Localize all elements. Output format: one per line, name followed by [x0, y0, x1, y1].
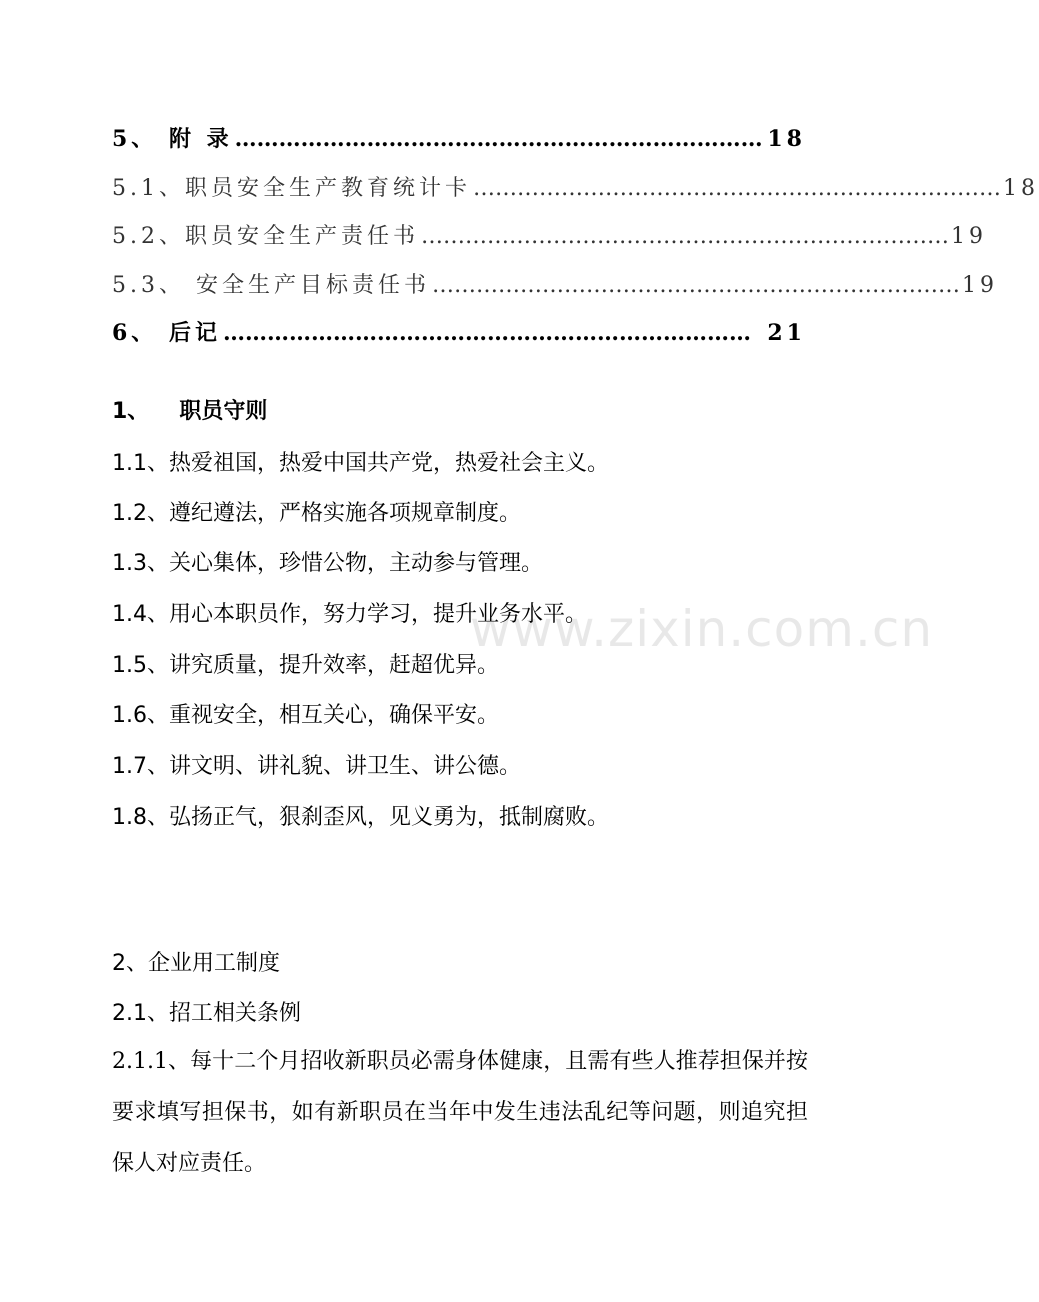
body-paragraph: 2.1.1、每十二个月招收新职员必需身体健康，且需有些人推荐担保并按要求填写担保书，如有新职员在当年中发生违法乱纪等问题，则追究担保人对应责任。 — [112, 1049, 808, 1176]
rule-item: 1.1、热爱祖国，热爱中国共产党，热爱社会主义。 — [112, 451, 609, 476]
toc-page-number: 18 — [767, 126, 806, 152]
rule-item: 1.5、讲究质量，提升效率，赶超优异。 — [112, 653, 499, 678]
toc-page-number: 18 — [1003, 176, 1039, 201]
toc-page-number: 19 — [951, 224, 987, 249]
watermark: www.zixin.com.cn — [470, 600, 934, 658]
subsection-heading: 2.1、招工相关条例 — [112, 1001, 301, 1026]
rule-item: 1.3、关心集体，珍惜公物，主动参与管理。 — [112, 551, 543, 576]
toc-entry[interactable] — [112, 268, 998, 299]
rule-item: 1.8、弘扬正气，狠刹歪风，见义勇为，抵制腐败。 — [112, 805, 609, 830]
rule-item: 1.4、用心本职员作，努力学习，提升业务水平。 — [112, 602, 587, 627]
toc-entry-label: 5.2、职员安全生产责任书 — [112, 224, 419, 249]
toc-leader-dots: ……………………………………………………………… — [473, 176, 1001, 201]
toc-leader-dots: ……………………………………………………………… — [431, 273, 960, 298]
section-number: 1、 — [112, 399, 150, 424]
toc-entry[interactable] — [112, 219, 987, 250]
toc-leader-dots: ……………………………………………………………… — [222, 320, 751, 346]
rule-item: 1.6、重视安全，相互关心，确保平安。 — [112, 703, 499, 728]
section-heading: 2、企业用工制度 — [112, 951, 280, 976]
toc-leader-dots: ……………………………………………………………… — [421, 224, 949, 249]
toc-entry[interactable] — [112, 316, 806, 347]
toc-entry-label: 5.1、职员安全生产教育统计卡 — [112, 176, 471, 201]
section-heading — [112, 394, 267, 425]
rule-item: 1.7、讲文明、讲礼貌、讲卫生、讲公德。 — [112, 754, 521, 779]
toc-leader-dots: ……………………………………………………………… — [234, 126, 763, 152]
toc-entry-label: 5.3、 安全生产目标责任书 — [112, 273, 430, 298]
toc-entry[interactable] — [112, 122, 806, 153]
toc-entry-label: 5、 附 录 — [112, 126, 233, 152]
rule-item: 1.2、遵纪遵法，严格实施各项规章制度。 — [112, 501, 521, 526]
toc-entry-label: 6、 后记 — [112, 320, 221, 346]
toc-page-number: 21 — [767, 320, 806, 346]
toc-entry[interactable] — [112, 171, 1039, 202]
section-title: 职员守则 — [179, 399, 268, 424]
toc-page-number: 19 — [961, 273, 998, 298]
